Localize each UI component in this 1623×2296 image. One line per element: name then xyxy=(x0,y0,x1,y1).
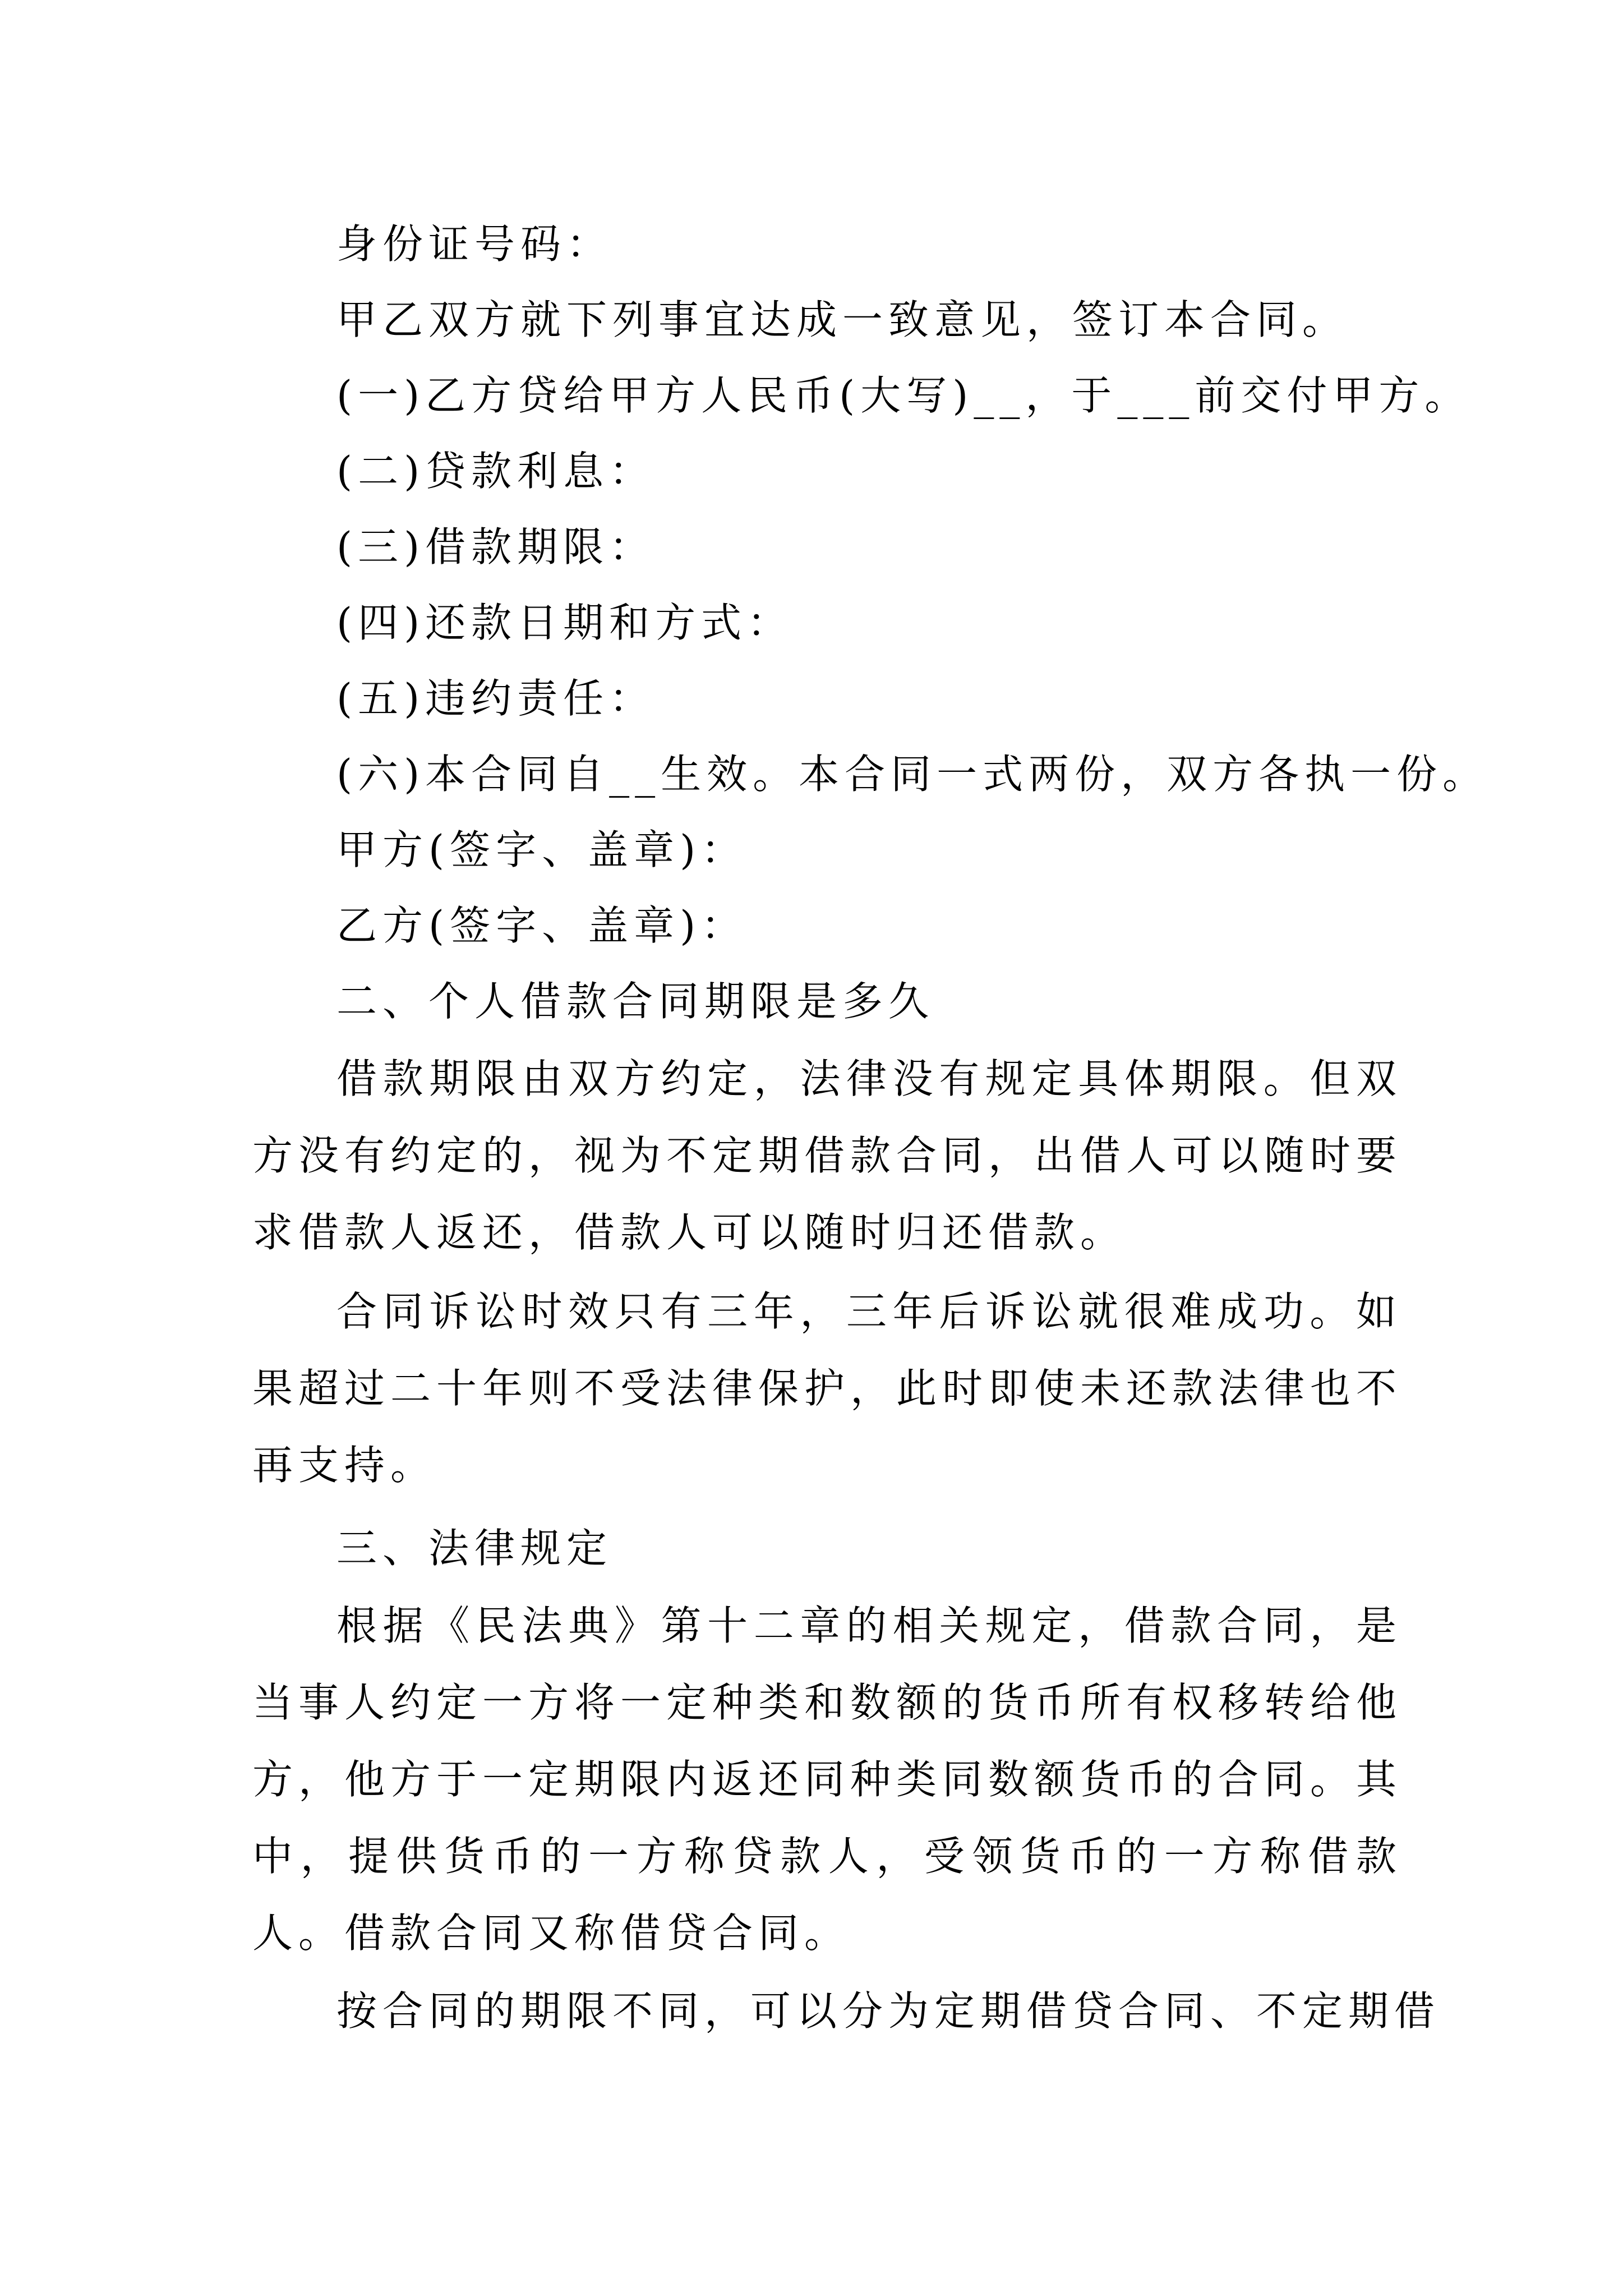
party-a-signature-line: 甲方(签字、盖章)： xyxy=(336,826,748,873)
party-b-signature-line: 乙方(签字、盖章)： xyxy=(336,902,748,949)
clause-4-line: (四)还款日期和方式： xyxy=(336,599,794,646)
agreement-intro-line: 甲乙双方就下列事宜达成一致意见，签订本合同。 xyxy=(336,296,1349,343)
clause-2-line: (二)贷款利息： xyxy=(336,448,656,495)
section-3-paragraph-2: 按合同的期限不同，可以分为定期借贷合同、不定期借 xyxy=(336,1987,1441,2035)
id-number-line: 身份证号码： xyxy=(336,220,613,268)
section-3-heading: 三、法律规定 xyxy=(336,1525,613,1572)
paragraph-text: 借款期限由双方约定，法律没有规定具体期限。但双方没有约定的，视为不定期借款合同，出借人可以随时要求借款人返还，借款人可以随时归还借款。 xyxy=(252,1055,1403,1256)
clause-1-line: (一)乙方贷给甲方人民币(大写)__，于___前交付甲方。 xyxy=(336,372,1471,419)
clause-5-line: (五)违约责任： xyxy=(336,675,656,722)
clause-3-line: (三)借款期限： xyxy=(336,523,656,570)
paragraph-text: 合同诉讼时效只有三年，三年后诉讼就很难成功。如果超过二十年则不受法律保护，此时即使未还款法律也不再支持。 xyxy=(252,1288,1403,1489)
section-2-heading: 二、个人借款合同期限是多久 xyxy=(336,978,935,1025)
paragraph-text: 根据《民法典》第十二章的相关规定，借款合同，是当事人约定一方将一定种类和数额的货币所有权移转给他方，他方于一定期限内返还同种类同数额货币的合同。其中，提供货币的一方称贷款人，受领货币的一方称借款人。借款合同又称借贷合同。 xyxy=(252,1602,1403,1957)
clause-6-line: (六)本合同自__生效。本合同一式两份，双方各执一份。 xyxy=(336,751,1489,798)
